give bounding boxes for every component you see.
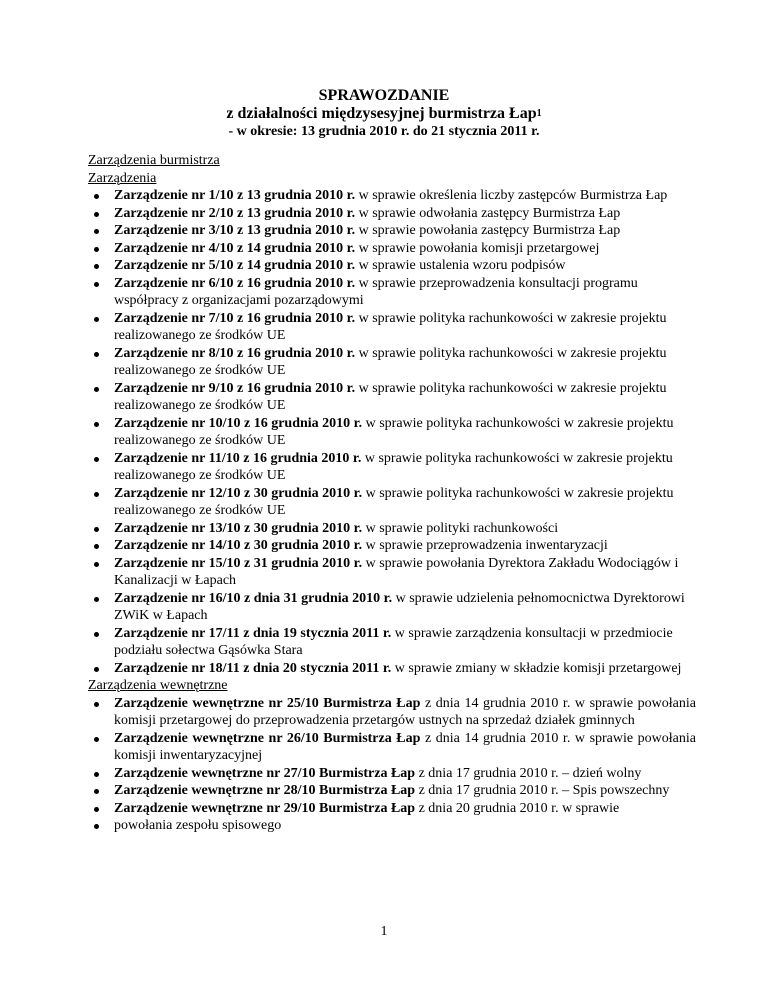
bullet-icon — [94, 422, 99, 427]
item-description: w sprawie powołania Dyrektora Zakładu Wodociągów i Kanalizacji w Łapach — [114, 555, 679, 588]
list-item — [88, 240, 696, 258]
list-item — [88, 800, 696, 818]
item-description: w sprawie polityka rachunkowości w zakresie projektu realizowanego ze środków UE — [114, 345, 667, 378]
bullet-icon — [94, 492, 99, 497]
list-item — [88, 485, 696, 520]
list-item — [88, 660, 696, 678]
report-subtitle-text: z działalności międzysesyjnej burmistrza Łap — [226, 105, 537, 122]
bullet-icon — [94, 229, 99, 234]
list-item — [88, 257, 696, 275]
bullet-icon — [94, 824, 99, 829]
item-title: Zarządzenie nr 4/10 z 14 grudnia 2010 r. — [114, 240, 356, 256]
bullet-icon — [94, 544, 99, 549]
bullet-icon — [94, 352, 99, 357]
item-description: w sprawie przeprowadzenia konsultacji programu współpracy z organizacjami pozarządowymi — [114, 275, 638, 308]
bullet-icon — [94, 282, 99, 287]
list-item — [88, 310, 696, 345]
list-item — [88, 625, 696, 660]
item-title: Zarządzenie nr 14/10 z 30 grudnia 2010 r. — [114, 538, 363, 553]
bullet-icon — [94, 807, 99, 812]
item-description: w sprawie polityka rachunkowości w zakresie projektu realizowanego ze środków UE — [114, 310, 667, 343]
list-item — [88, 275, 696, 310]
item-title: Zarządzenie nr 1/10 z 13 grudnia 2010 r. — [114, 188, 356, 203]
item-description: z dnia 20 grudnia 2010 r. w sprawie — [415, 800, 620, 816]
list-item — [88, 590, 696, 625]
item-title: Zarządzenie wewnętrzne nr 26/10 Burmistrza Łap — [114, 730, 421, 746]
item-description: w sprawie odwołania zastępcy Burmistrza Łap — [355, 205, 621, 221]
item-description: z dnia 17 grudnia 2010 r. – dzień wolny — [415, 765, 642, 781]
item-description: w sprawie polityka rachunkowości w zakresie projektu realizowanego ze środków UE — [114, 485, 674, 518]
list-item — [88, 222, 696, 240]
item-title: Zarządzenie nr 6/10 z 16 grudnia 2010 r. — [114, 275, 356, 291]
item-title: Zarządzenie nr 11/10 z 16 grudnia 2010 r. — [114, 450, 362, 466]
item-title: Zarządzenie nr 5/10 z 14 grudnia 2010 r. — [114, 258, 356, 273]
item-description: w sprawie określenia liczby zastępców Burmistrza Łap — [355, 188, 668, 203]
list-item — [88, 695, 696, 730]
list-item — [88, 782, 696, 800]
bullet-icon — [94, 317, 99, 322]
bullet-icon — [94, 387, 99, 392]
item-title: Zarządzenie wewnętrzne nr 28/10 Burmistrza Łap — [114, 783, 416, 798]
item-title: Zarządzenie nr 8/10 z 16 grudnia 2010 r. — [114, 345, 356, 361]
bullet-icon — [94, 194, 99, 199]
item-title: Zarządzenie nr 9/10 z 16 grudnia 2010 r. — [114, 380, 356, 396]
list-item — [88, 345, 696, 380]
item-description: w sprawie zmiany w składzie komisji przetargowej — [391, 660, 682, 676]
item-title: Zarządzenie nr 18/11 z dnia 20 stycznia 2011 r. — [114, 660, 392, 676]
list-item — [88, 537, 696, 555]
section-heading: Zarządzenia burmistrza — [88, 153, 220, 168]
item-description: w sprawie zarządzenia konsultacji w przedmiocie podziału sołectwa Gąsówka Stara — [114, 625, 673, 658]
bullet-icon — [94, 772, 99, 777]
page-number: 1 — [380, 924, 388, 939]
item-description: z dnia 17 grudnia 2010 r. – Spis powszechny — [415, 783, 670, 798]
item-description: w sprawie powołania zastępcy Burmistrza Łap — [355, 223, 621, 238]
item-title: Zarządzenie wewnętrzne nr 25/10 Burmistrza Łap — [114, 695, 421, 711]
item-description: powołania zespołu spisowego — [114, 818, 282, 833]
bullet-icon — [94, 597, 99, 602]
bullet-icon — [94, 789, 99, 794]
item-title: Zarządzenie nr 7/10 z 16 grudnia 2010 r. — [114, 310, 356, 326]
bullet-icon — [94, 632, 99, 637]
item-description: z dnia 14 grudnia 2010 r. w sprawie powołania komisji inwentaryzacyjnej — [114, 730, 696, 763]
item-description: w sprawie polityka rachunkowości w zakresie projektu realizowanego ze środków UE — [114, 450, 673, 483]
item-description: w sprawie polityka rachunkowości w zakresie projektu realizowanego ze środków UE — [114, 415, 674, 448]
list-item — [88, 555, 696, 590]
item-title: Zarządzenie nr 16/10 z dnia 31 grudnia 2010 r. — [114, 590, 393, 606]
bullet-icon — [94, 527, 99, 532]
bullet-icon — [94, 247, 99, 252]
item-title: Zarządzenie nr 10/10 z 16 grudnia 2010 r. — [114, 415, 363, 431]
list-item — [88, 415, 696, 450]
report-title: SPRAWOZDANIE — [318, 87, 450, 104]
item-title: Zarządzenie wewnętrzne nr 27/10 Burmistrza Łap — [114, 765, 416, 781]
report-period: - w okresie: 13 grudnia 2010 r. do 21 stycznia 2011 r. — [228, 124, 540, 139]
list-item — [88, 205, 696, 223]
item-description: z dnia 14 grudnia 2010 r. w sprawie powołania komisji przetargowej do przeprowadzenia przetargów ustnych na sprzedaż działek gminnych — [114, 695, 696, 728]
item-title: Zarządzenie nr 3/10 z 13 grudnia 2010 r. — [114, 223, 356, 238]
bullet-icon — [94, 457, 99, 462]
footnote-mark: 1 — [536, 108, 542, 119]
group-heading-zarzadzenia: Zarządzenia — [88, 170, 157, 186]
item-description: w sprawie przeprowadzenia inwentaryzacji — [362, 538, 608, 553]
item-description: w sprawie udzielenia pełnomocnictwa Dyrektorowi ZWiK w Łapach — [114, 590, 685, 623]
item-title: Zarządzenie nr 12/10 z 30 grudnia 2010 r. — [114, 485, 363, 501]
group-heading-wewnetrzne: Zarządzenia wewnętrzne — [88, 678, 228, 693]
list-item — [88, 380, 696, 415]
zarzadzenia-list — [88, 187, 696, 677]
bullet-icon — [94, 702, 99, 707]
item-description: w sprawie polityka rachunkowości w zakresie projektu realizowanego ze środków UE — [114, 380, 667, 413]
list-item — [88, 817, 696, 835]
bullet-icon — [94, 737, 99, 742]
bullet-icon — [94, 264, 99, 269]
list-item — [88, 187, 696, 205]
list-item — [88, 730, 696, 765]
item-description: w sprawie powołania komisji przetargowej — [355, 240, 600, 256]
bullet-icon — [94, 562, 99, 567]
list-item — [88, 765, 696, 783]
item-title: Zarządzenie nr 13/10 z 30 grudnia 2010 r. — [114, 520, 363, 536]
list-item — [88, 520, 696, 538]
report-body — [88, 152, 696, 835]
item-title: Zarządzenie nr 15/10 z 31 grudnia 2010 r. — [114, 555, 363, 571]
bullet-icon — [94, 667, 99, 672]
item-description: w sprawie polityki rachunkowości — [362, 520, 559, 536]
item-title: Zarządzenie nr 17/11 z dnia 19 stycznia 2011 r. — [114, 625, 392, 641]
item-title: Zarządzenie nr 2/10 z 13 grudnia 2010 r. — [114, 205, 356, 221]
zarzadzenia-wewnetrzne-list — [88, 695, 696, 835]
item-title: Zarządzenie wewnętrzne nr 29/10 Burmistrza Łap — [114, 800, 416, 816]
list-item — [88, 450, 696, 485]
bullet-icon — [94, 212, 99, 217]
item-description: w sprawie ustalenia wzoru podpisów — [355, 258, 566, 273]
